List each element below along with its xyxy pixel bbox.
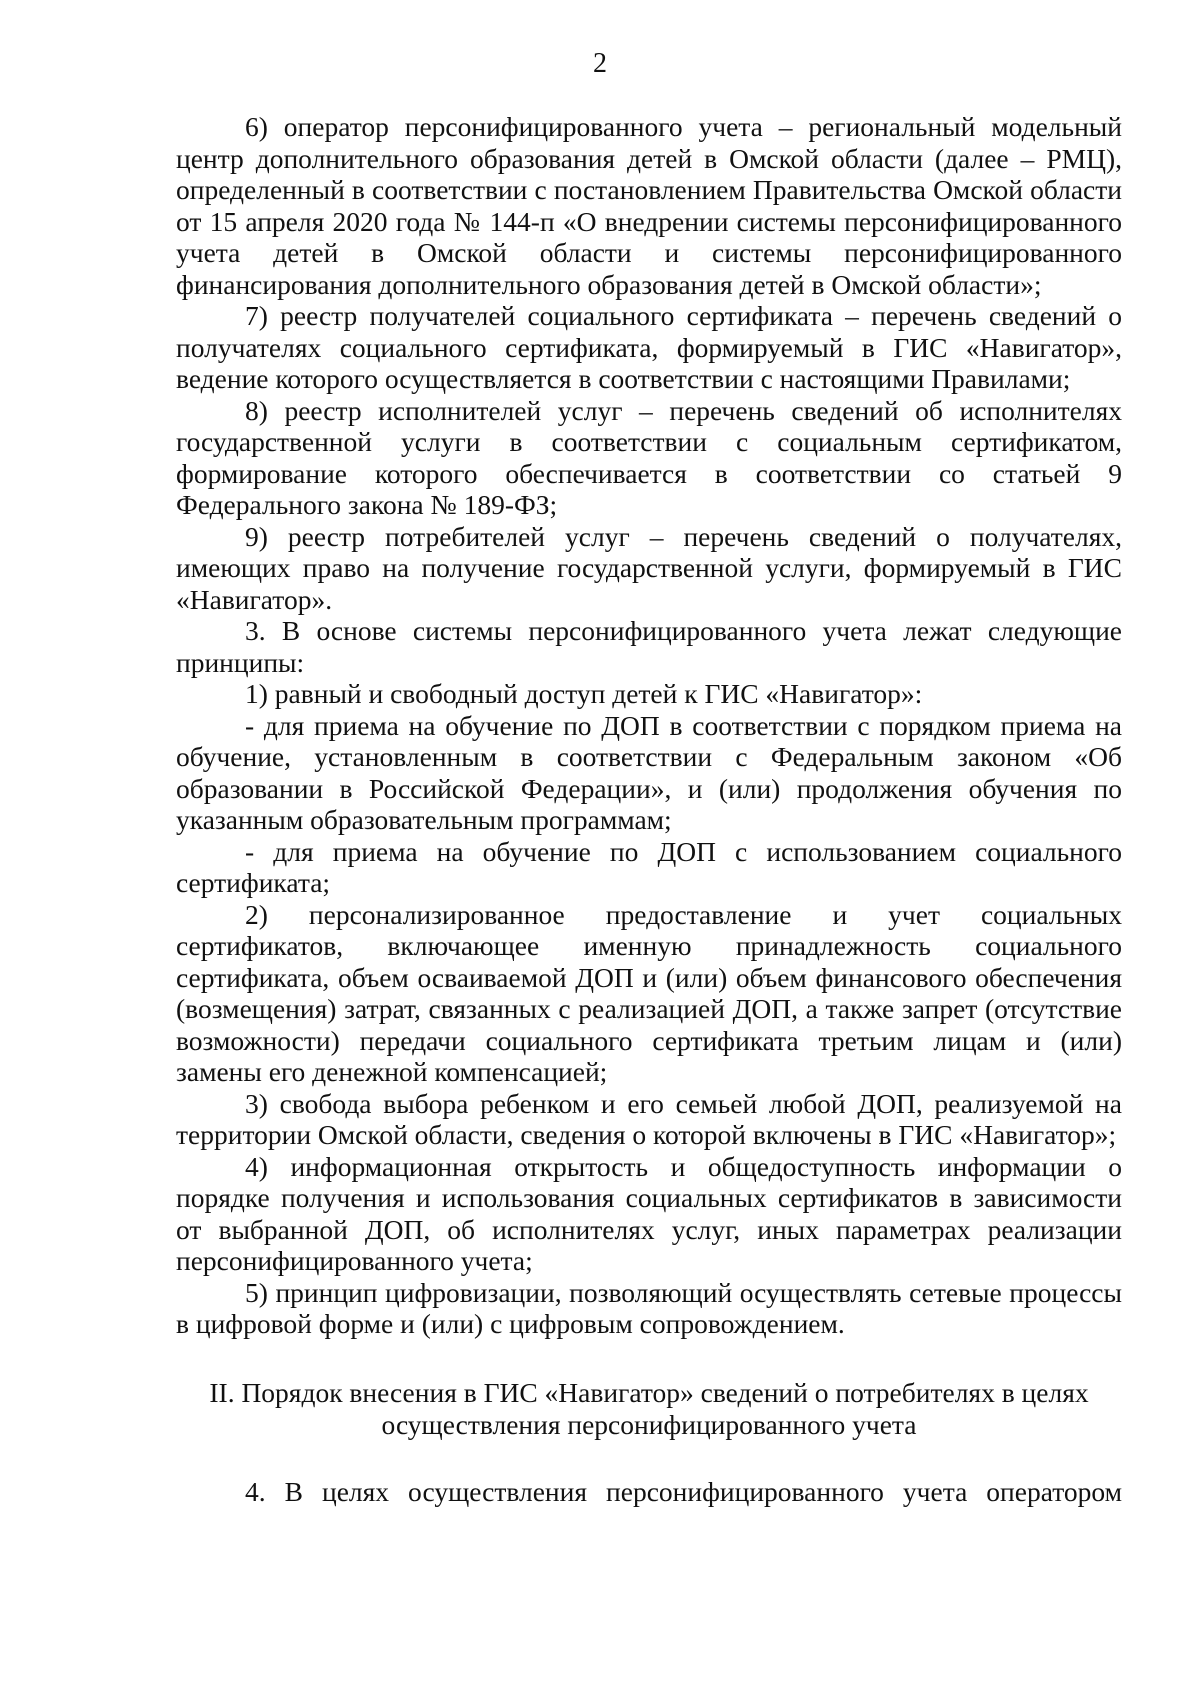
document-body — [176, 111, 1122, 1507]
paragraph-principle-5-digitalization: 5) принцип цифровизации, позволяющий осуществлять сетевые процессы в цифровой форме и (или) с цифровым сопровождением. — [176, 1276, 1122, 1339]
paragraph-principle-3-freedom-of-choice: 3) свобода выбора ребенком и его семьей любой ДОП, реализуемой на территории Омской области, сведения о которой включены в ГИС «Навигатор»; — [176, 1087, 1122, 1150]
paragraph-principle-4-openness: 4) информационная открытость и общедоступность информации о порядке получения и использования социальных сертификатов в зависимости от выбранной ДОП, об исполнителях услуг, иных параметрах реализации персонифицированного учета; — [176, 1150, 1122, 1276]
paragraph-bullet-admission-general: - для приема на обучение по ДОП в соответствии с порядком приема на обучение, установленным в соответствии с Федеральным законом «Об образовании в Российской Федерации», и (или) продолжения обучения по указанным образовательным программам; — [176, 709, 1122, 835]
paragraph-item-6-operator: 6) оператор персонифицированного учета – региональный модельный центр дополнительного образования детей в Омской области (далее – РМЦ), определенный в соответствии с постановлением Правительства Омской области от 15 апреля 2020 года № 144-п «О внедрении системы персонифицированного учета детей в Омской области и системы персонифицированного финансирования дополнительного образования детей в Омской области»; — [176, 111, 1122, 300]
section-heading-line-1: II. Порядок внесения в ГИС «Навигатор» сведений о потребителях в целях — [209, 1376, 1089, 1408]
section-heading — [176, 1377, 1122, 1441]
section-heading-line-2: осуществления персонифицированного учета — [381, 1408, 917, 1440]
paragraph-item-9-consumers-registry: 9) реестр потребителей услуг – перечень сведений о получателях, имеющих право на получение государственной услуги, формируемый в ГИС «Навигатор». — [176, 520, 1122, 615]
paragraph-item-8-providers-registry: 8) реестр исполнителей услуг – перечень сведений об исполнителях государственной услуги в соответствии с социальным сертификатом, формирование которого обеспечивается в соответствии со статьей 9 Федерального закона № 189-ФЗ; — [176, 394, 1122, 520]
paragraph-clause-3-principles: 3. В основе системы персонифицированного учета лежат следующие принципы: — [176, 615, 1122, 678]
paragraph-principle-2-personalized: 2) персонализированное предоставление и учет социальных сертификатов, включающее именную принадлежность социального сертификата, объем осваиваемой ДОП и (или) объем финансового обеспечения (возмещения) затрат, связанных с реализацией ДОП, а также запрет (отсутствие возможности) передачи социального сертификата третьим лицам и (или) замены его денежной компенсацией; — [176, 898, 1122, 1087]
paragraph-clause-4: 4. В целях осуществления персонифицированного учета оператором — [245, 1475, 1122, 1507]
paragraph-item-7-recipients-registry: 7) реестр получателей социального сертификата – перечень сведений о получателях социального сертификата, формируемый в ГИС «Навигатор», ведение которого осуществляется в соответствии с настоящими Правилами; — [176, 300, 1122, 394]
paragraph-principle-1-access: 1) равный и свободный доступ детей к ГИС «Навигатор»: — [245, 678, 923, 709]
page-number: 2 — [593, 48, 607, 79]
paragraph-bullet-admission-certificate: - для приема на обучение по ДОП с использованием социального сертификата; — [176, 835, 1122, 898]
